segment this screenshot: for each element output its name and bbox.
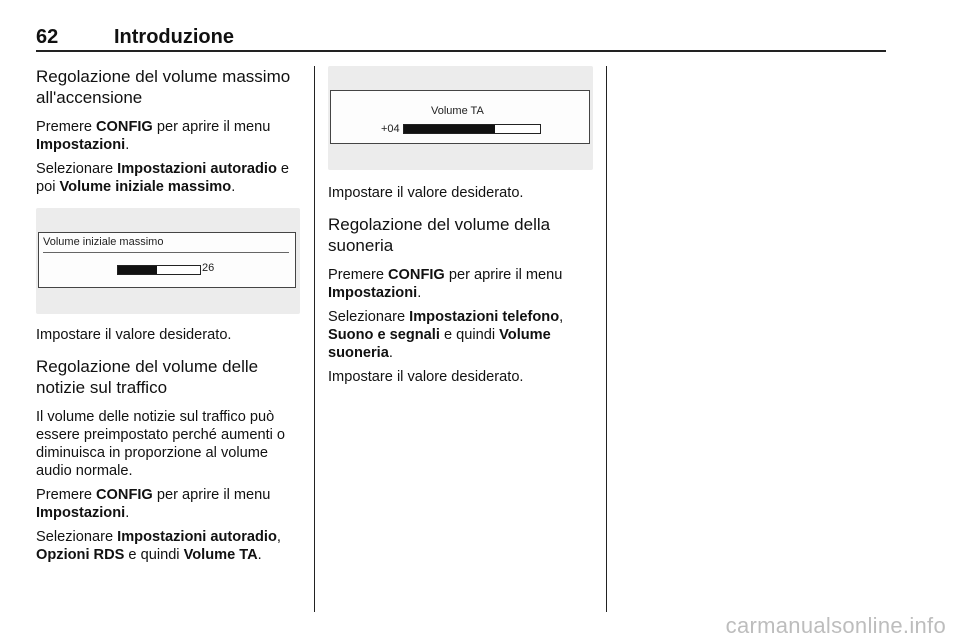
volume-value: 26 — [202, 262, 215, 274]
paragraph: Il volume delle notizie sul traffico può essere preimpostato perché aumenti o diminuisca in proporzione al volume audio normale. — [36, 409, 286, 479]
header-rule — [36, 50, 886, 52]
screen-divider — [43, 252, 289, 253]
screen-title: Volume TA — [431, 105, 484, 117]
chapter-title: Introduzione — [114, 26, 234, 48]
page-header — [36, 26, 886, 50]
paragraph: Premere CONFIG per aprire il menu Impostazioni. — [36, 119, 271, 153]
column-right — [328, 66, 593, 392]
paragraph: Selezionare Impostazioni autoradio, Opzioni RDS e quindi Volume TA. — [36, 529, 281, 563]
screen-illustration-volume-ta — [328, 66, 593, 170]
paragraph: Impostare il valore desiderato. — [36, 327, 232, 343]
volume-bar-fill — [118, 266, 157, 274]
section-heading-ringtone-volume: Regolazione del volume della suoneria — [328, 215, 551, 255]
screen-illustration-max-volume — [36, 208, 300, 314]
screen-title: Volume iniziale massimo — [43, 236, 164, 248]
volume-bar — [403, 124, 541, 134]
section-heading-max-volume: Regolazione del volume massimo all'accensione — [36, 67, 291, 107]
paragraph: Impostare il valore desiderato. — [328, 185, 524, 201]
screen-frame — [330, 90, 590, 144]
paragraph: Impostare il valore desiderato. — [328, 369, 524, 385]
column-left — [36, 66, 300, 570]
section-heading-traffic-volume: Regolazione del volume delle notizie sul traffico — [36, 357, 259, 397]
column-divider-1 — [314, 66, 315, 612]
column-divider-2 — [606, 66, 607, 612]
volume-value: +04 — [381, 123, 400, 135]
page-number: 62 — [36, 26, 59, 48]
footer-watermark: carmanualsonline.info — [725, 613, 946, 638]
screen-frame — [38, 232, 296, 288]
paragraph: Premere CONFIG per aprire il menu Impostazioni. — [328, 267, 563, 301]
paragraph: Selezionare Impostazioni autoradio e poi Volume iniziale massimo. — [36, 161, 290, 195]
volume-bar-fill — [404, 125, 495, 133]
paragraph: Selezionare Impostazioni telefono, Suono e segnali e quindi Volume suoneria. — [328, 309, 564, 361]
volume-bar — [117, 265, 201, 275]
paragraph: Premere CONFIG per aprire il menu Impostazioni. — [36, 487, 271, 521]
